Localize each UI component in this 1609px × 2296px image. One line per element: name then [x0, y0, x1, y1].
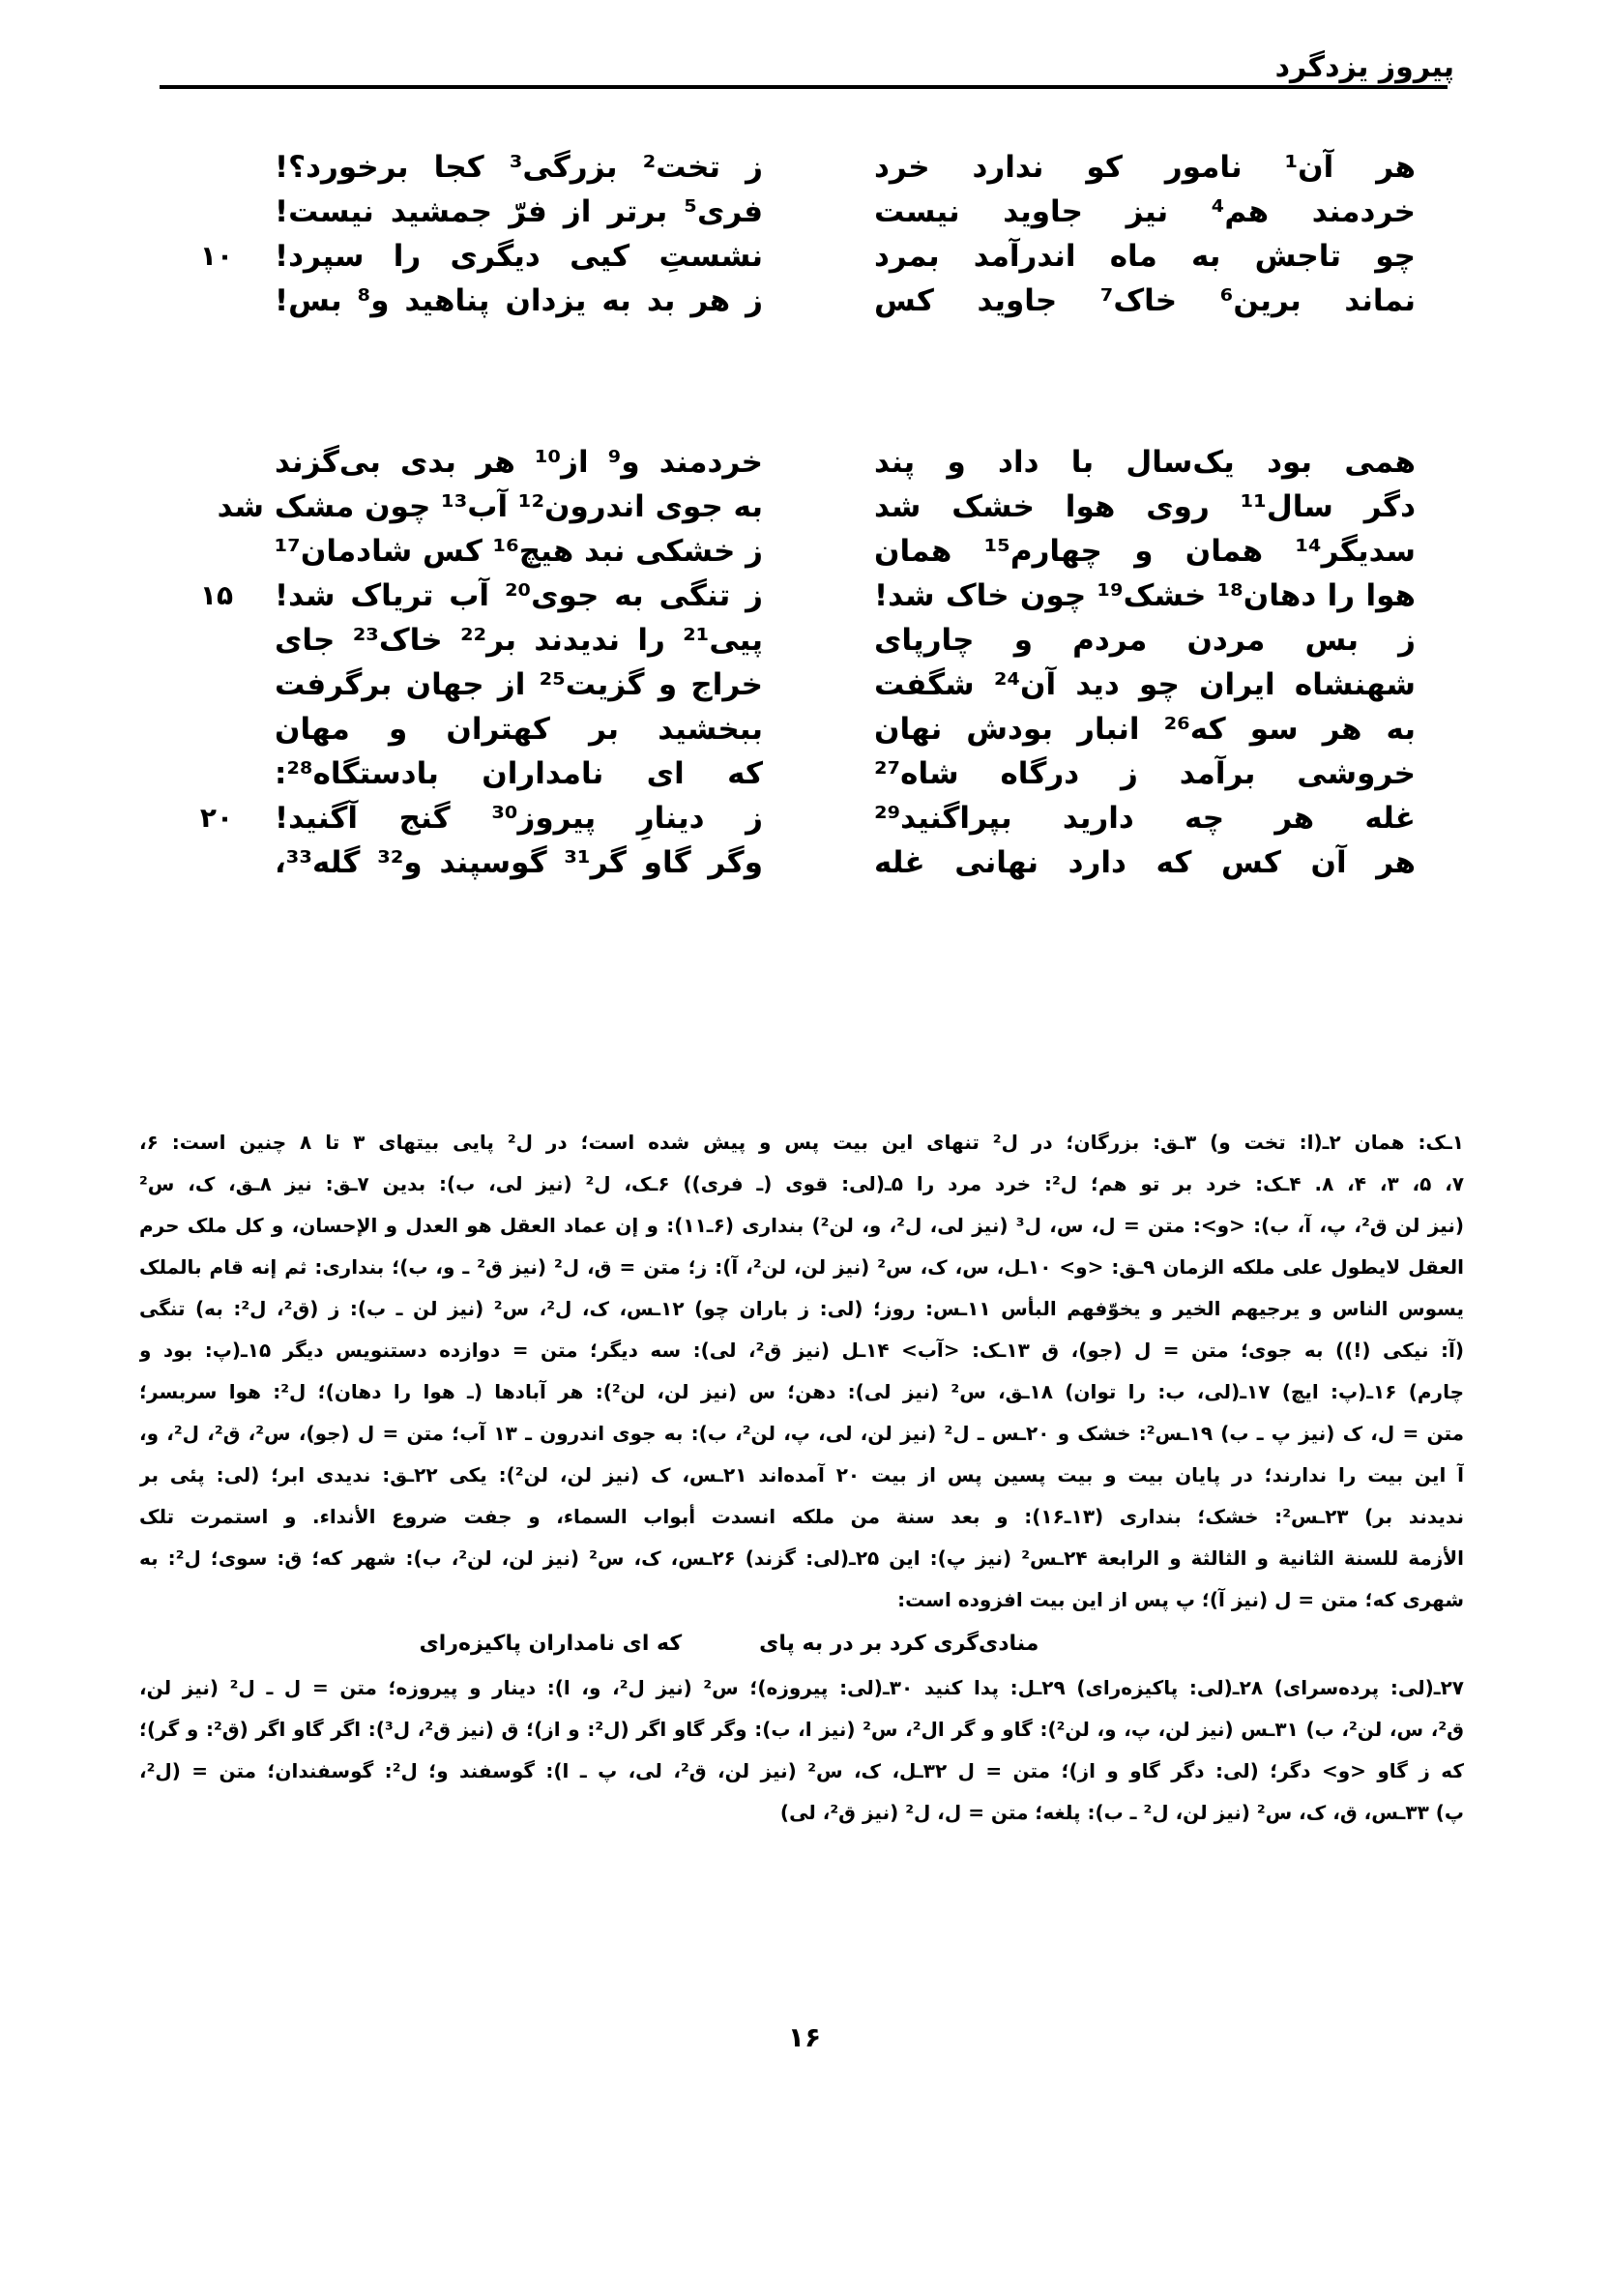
couplet	[0, 145, 1609, 234]
couplet	[0, 529, 1609, 618]
quoted-hemistich-right: منادی‌گری کرد بر در به پای	[759, 1632, 1039, 1656]
footnote-line: (نیز لن ق²، پ، آ، ب): <و>: متن = ل، س، ل³ (نیز لی، ل²، و، لن²) بنداری (۶ـ۱۱): و إن عماد العقل هو العدل و الإحسان، و کل ملک حرم	[139, 1214, 1464, 1237]
hemistich-right: غله هر چه دارید بپراگنید²⁹	[874, 801, 1416, 836]
header-rule	[160, 85, 1448, 89]
footnote-line: ۷، ۵، ۳، ۴، ۸. ۴ـک: خرد بر تو هم؛ ل²: خرد مرد را ۵ـ(لی: قوی (ـ فری)) ۶ـک، ل² (نیز لی، ب): بدین ۷ـق: نیز ۸ـق، ک، س²	[139, 1172, 1464, 1195]
footnote-line: ۲۷ـ(لی: پرده‌سرای) ۲۸ـ(لی: پاکیزه‌رای) ۲۹ـل: پدا کنید ۳۰ـ(لی: پیروزه)؛ س² (نیز ل²، و، ا): دینار و پیروزه؛ متن = ل ـ ل² (نیز لن،	[139, 1676, 1464, 1699]
hemistich-right: همی بود یک‌سال با داد و پند	[874, 445, 1416, 480]
hemistich-right: به هر سو که²⁶ انبار بودش نهان	[874, 712, 1416, 747]
hemistich-left: وگر گاو گر³¹ گوسپند و³² گله³³،	[275, 845, 763, 880]
hemistich-left: که ای نامداران بادستگاه²⁸:	[275, 756, 763, 791]
hemistich-right: نماند برین⁶ خاک⁷ جاوید کس	[874, 283, 1416, 318]
couplet	[0, 707, 1609, 796]
hemistich-left: به جوی اندرون¹² آب¹³ چون مشک شد	[217, 489, 763, 524]
footnote-line: آ این بیت را ندارند؛ در پایان بیت و بیت پسین پس از بیت ۲۰ آمده‌اند ۲۱ـس، ک (نیز لن، لن²): یکی ۲۲ـق: ندیدی ابر؛ (لی: پئی بر	[139, 1463, 1464, 1487]
hemistich-left: پیی²¹ را ندیدند بر²² خاک²³ جای	[275, 623, 763, 658]
hemistich-left: ز تخت² بزرگی³ کجا برخورد؟!	[275, 150, 764, 185]
hemistich-right: سدیگر¹⁴ همان و چهارم¹⁵ همان	[874, 534, 1416, 569]
hemistich-left: ز خشکی نبد هیچ¹⁶ کس شادمان¹⁷	[274, 534, 763, 569]
footnote-line: متن = ل، ک (نیز پ ـ ب) ۱۹ـس²: خشک و ۲۰ـس ـ ل² (نیز لن، لی، پ، لن²، ب): به جوی اندرون ـ ۱۳ آب؛ متن = ل (جو)، س²، ق²، ل²، و،	[139, 1422, 1464, 1445]
hemistich-left: خراج و گزیت²⁵ از جهان برگرفت	[275, 667, 764, 702]
couplet	[0, 440, 1609, 529]
hemistich-right: خروشی برآمد ز درگاه شاه²⁷	[874, 756, 1416, 791]
footnote-line: پ) ۳۳ـس، ق، ک، س² (نیز لن، ل² ـ ب): پلغه؛ متن = ل، ل² (نیز ق²، لی)	[779, 1801, 1464, 1824]
hemistich-left: ببخشید بر کهتران و مهان	[275, 712, 763, 747]
footnote-line: چارم) ۱۶ـ(پ: ایچ) ۱۷ـ(لی، ب: را توان) ۱۸ـق، س² (نیز لی): دهن؛ س (نیز لن، لن²): هر آبادها (ـ هوا را دهان)؛ ل²: هوا سربسر؛	[139, 1380, 1464, 1403]
footnote-line: الأزمة للسنة الثانية و الثالثة و الرابعة ۲۴ـس² (نیز پ): این ۲۵ـ(لی: گزند) ۲۶ـس، ک، س² (نیز لن، لن²، ب): شهر که؛ ق: سوی؛ ل²: به	[139, 1546, 1464, 1570]
hemistich-left: نشستِ کیی دیگری را سپرد!	[275, 239, 763, 274]
quoted-hemistich-left: که ای نامداران پاکیزه‌رای	[419, 1632, 683, 1656]
footnote-line: (آ: نیکی (!)) به جوی؛ متن = ل (جو)، ق ۱۳ـک: <آب> ۱۴ـل (نیز ق²، لی): سه دیگر؛ متن = دوازده دستنویس دیگر ۱۵ـ(پ: بود و	[139, 1339, 1464, 1362]
hemistich-right: ز بس مردن مردم و چارپای	[874, 623, 1416, 658]
footnote-line: ندیدند بر) ۲۳ـس²: خشک؛ بنداری (۱۳ـ۱۶): و بعد سنة من ملکه انسدت أبواب السماء، و جفت ضروع الأنداء. و استمرت تلک	[139, 1505, 1464, 1528]
hemistich-right: چو تاجش به ماه اندرآمد بمرد	[874, 239, 1416, 274]
hemistich-right: خردمند هم⁴ نیز جاوید نیست	[874, 194, 1416, 229]
verse-block-1	[0, 145, 1609, 323]
verse-number: ۱۵	[199, 579, 234, 611]
hemistich-left: ز هر بد به یزدان پناهید و⁸ بس!	[275, 283, 763, 318]
hemistich-right: هر آن¹ نامور کو ندارد خرد	[874, 150, 1416, 185]
hemistich-right: هوا را دهان¹⁸ خشک¹⁹ چون خاک شد!	[874, 578, 1417, 613]
footnote-line: شهری که؛ متن = ل (نیز آ)؛ پ پس از این بیت افزوده است:	[897, 1588, 1464, 1611]
footnote-line: العقل لایطول علی ملکه الزمان ۹ـق: <و> ۱۰ـل، س، ک، س² (نیز لن، لن²، آ): ز؛ متن = ق، ل² (نیز ق² ـ و، ب)؛ بنداری: ثم إنه قام بالملک	[139, 1255, 1464, 1279]
couplet	[0, 234, 1609, 323]
couplet	[0, 618, 1609, 707]
hemistich-left: ز تنگی به جوی²⁰ آب تریاک شد!	[275, 578, 763, 613]
verse-block-2	[0, 440, 1609, 885]
hemistich-right: هر آن کس که دارد نهانی غله	[874, 845, 1416, 880]
quoted-couplet	[139, 1621, 1319, 1667]
footnote-line: که ز گاو <و> دگر؛ (لی: دگر گاو و از)؛ متن = ل ۳۲ـل، ک، س² (نیز لن، ق²، لی، پ ـ ا): گوسفند و؛ ل²: گوسفندان؛ متن = (ل²،	[139, 1759, 1464, 1782]
hemistich-right: شهنشاه ایران چو دید آن²⁴ شگفت	[874, 667, 1416, 702]
page-number: ۱۶	[787, 2021, 822, 2053]
hemistich-right: دگر سال¹¹ روی هوا خشک شد	[874, 489, 1416, 524]
running-title: پیروز یزدگرد	[1274, 50, 1454, 84]
couplet	[0, 796, 1609, 885]
verse-number: ۲۰	[199, 802, 234, 834]
hemistich-left: فری⁵ برتر از فرّ جمشید نیست!	[275, 194, 763, 229]
footnote-line: ق²، س، لن²، ب) ۳۱ـس (نیز لن، پ، و، لن²): گاو و گر ال²، س² (نیز ا، ب): وگر گاو اگر (ل²: و از)؛ ق (نیز ق²، ل³): اگر گاو اگر (ق²: و گر)؛	[139, 1718, 1464, 1741]
footnote-line: ۱ـک: همان ۲ـ(ا: تخت و) ۳ـق: بزرگان؛ در ل² تنهای این بیت پس و پیش شده است؛ در ل² پایی بیتهای ۳ تا ۸ چنین است: ۶،	[139, 1131, 1464, 1154]
verse-number: ۱۰	[199, 240, 234, 272]
hemistich-left: ز دینارِ پیروز³⁰ گنج آگنید!	[275, 801, 763, 836]
critical-apparatus	[139, 1122, 1464, 1834]
hemistich-left: خردمند و⁹ از¹⁰ هر بدی بی‌گزند	[275, 445, 764, 480]
footnote-line: یسوس الناس و یرجیهم الخیر و یخوّفهم البأس ۱۱ـس: روز؛ (لی: ز باران چو) ۱۲ـس، ک، ل²، س² (نیز لن ـ ب): ز (ق²، ل²: به) تنگی	[139, 1297, 1464, 1320]
